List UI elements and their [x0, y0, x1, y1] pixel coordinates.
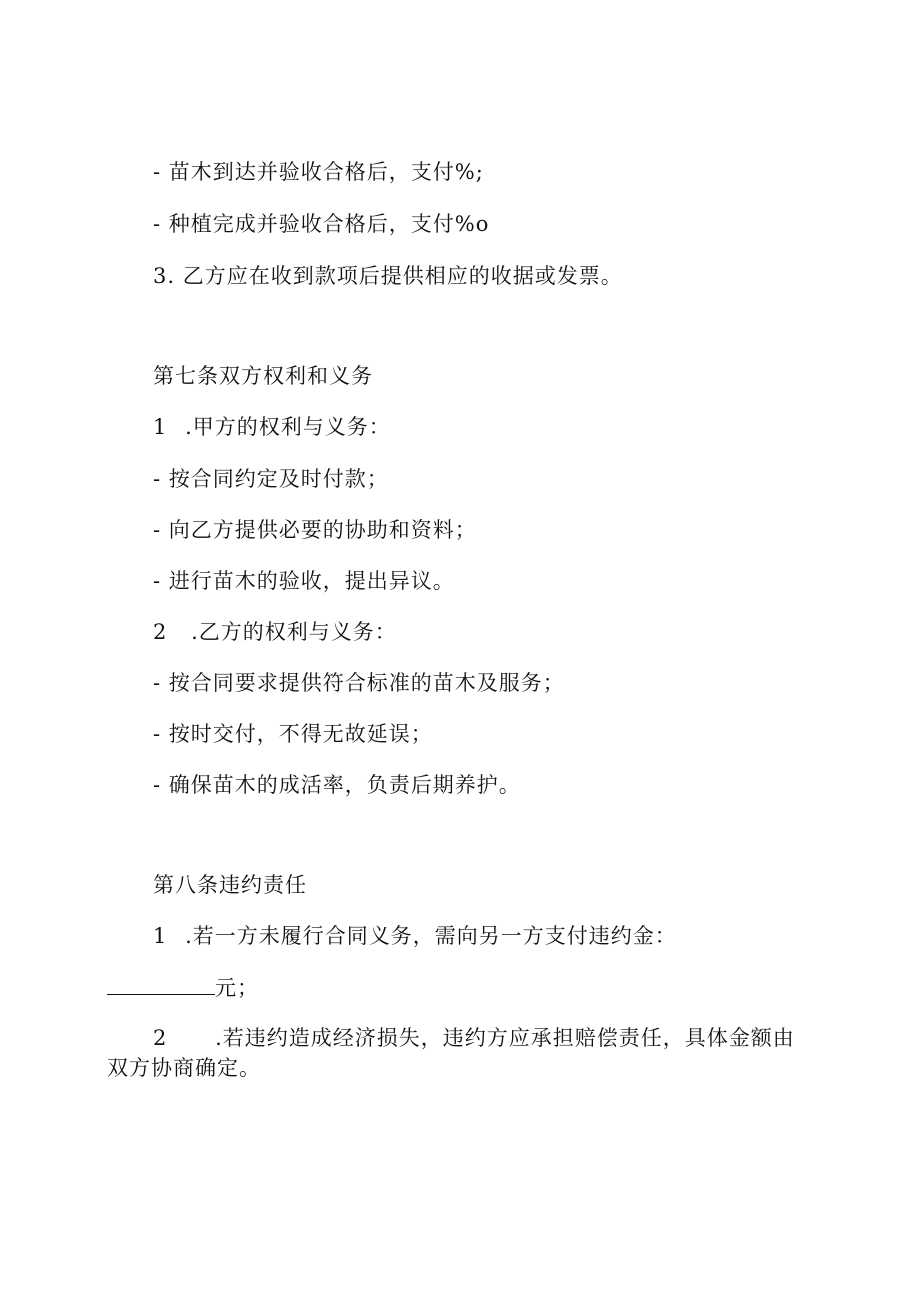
- party-a-item-2: - 向乙方提供必要的协助和资料；: [153, 518, 477, 542]
- clause-text: .乙方的权利与义务：: [191, 620, 397, 644]
- clause-text: .若违约造成经济损失，违约方应承担赔偿责任，具体金额由: [215, 1026, 795, 1050]
- clause-text-cont: 元；: [215, 976, 259, 1000]
- clause-number: 1: [153, 415, 168, 439]
- section-7-party-a-title: [153, 412, 391, 442]
- clause-number: 2: [153, 620, 168, 644]
- section-8-clause-1: [153, 921, 677, 951]
- amount-blank: [107, 972, 215, 995]
- section-7-party-b-title: [153, 617, 397, 647]
- section-8-clause-1-cont: [107, 972, 259, 1003]
- clause-text: .若一方未履行合同义务，需向另一方支付违约金：: [185, 924, 677, 948]
- clause-number: 2: [153, 1026, 168, 1050]
- party-a-item-1: - 按合同约定及时付款；: [153, 467, 389, 491]
- party-a-item-3: - 进行苗木的验收，提出异议。: [153, 569, 455, 593]
- payment-item-planting: - 种植完成并验收合格后，支付%o: [153, 212, 490, 236]
- party-b-item-1: - 按合同要求提供符合标准的苗木及服务；: [153, 671, 565, 695]
- party-b-item-2: - 按时交付，不得无故延误；: [153, 722, 433, 746]
- section-8-heading: 第八条违约责任: [153, 873, 307, 897]
- clause-text: .甲方的权利与义务：: [185, 415, 391, 439]
- party-b-item-3: - 确保苗木的成活率，负责后期养护。: [153, 773, 521, 797]
- payment-item-receipt: 3. 乙方应在收到款项后提供相应的收据或发票。: [153, 264, 623, 288]
- section-8-clause-2-cont: 双方协商确定。: [107, 1056, 261, 1080]
- section-8-clause-2: [153, 1023, 795, 1053]
- section-7-heading: 第七条双方权利和义务: [153, 364, 373, 388]
- clause-number: 1: [153, 924, 168, 948]
- payment-item-arrival: - 苗木到达并验收合格后，支付%;: [153, 160, 484, 184]
